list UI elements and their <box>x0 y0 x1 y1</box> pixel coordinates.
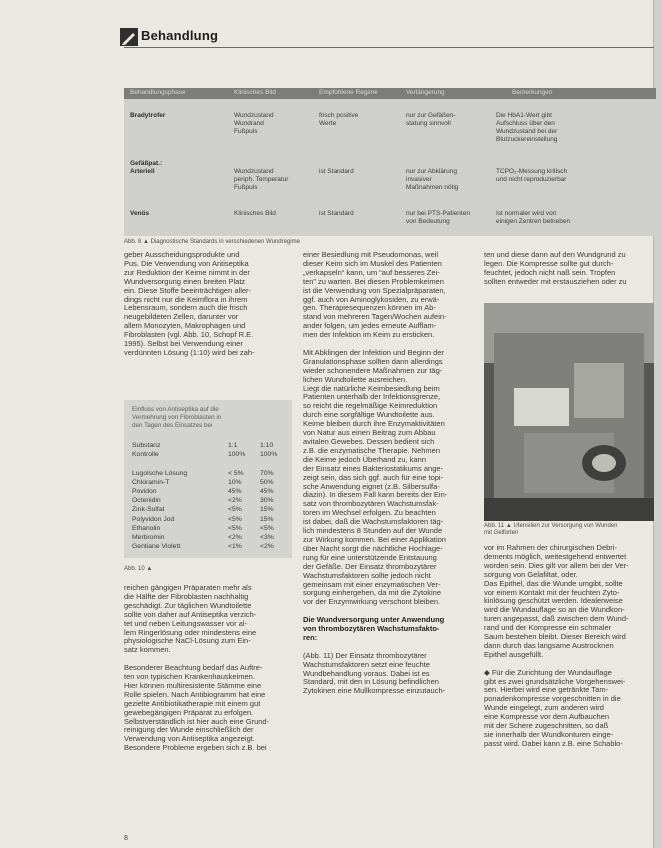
text-line: Verwendung von Antiseptika angezeigt. <box>124 734 255 744</box>
table-header-cell: Behandlungsphase <box>130 89 186 96</box>
text-line: diazin). In diesem Fall kann bereits der Ein- <box>303 490 448 500</box>
text-line: gewebegängigen Präparat zu erfolgen. <box>124 707 254 717</box>
text-line: geschädigt. Zur täglichen Wundtoilette <box>124 600 252 610</box>
box-row <box>132 506 292 514</box>
text-line: die Hälfte der Fibroblasten nachhaltig <box>124 591 249 601</box>
box-cell-name: Merbromin <box>132 534 165 541</box>
text-line: ist dabei, daß die Wachstumsfaktoren täg- <box>303 517 444 527</box>
text-line: worden sein. Dies gilt vor allem bei der Ver- <box>484 560 629 570</box>
table-cell-regime: ist Standard <box>319 210 354 217</box>
text-line: sie innerhalb der Wundkonturen einge- <box>484 730 614 740</box>
text-line: Wachstumsfaktoren setzt eine feuchte <box>303 659 430 669</box>
table-cell-bem: Ist normaler wird von einigen Zentren betrieben <box>496 210 571 225</box>
box-cell-a: <2% <box>228 497 242 505</box>
text-line: verdünnten Lösung (1:10) wird bei zah- <box>124 347 255 357</box>
text-line: ten” zu warten. Bei diesen Problemkeimen <box>303 276 444 286</box>
text-line: „verkapseln“ kann, um “auf besseres Zei- <box>303 267 440 277</box>
table-cell-verl: nur zur Gefäßen- statung sinnvoll <box>406 112 456 127</box>
table-header-cell: Verlängerung <box>406 89 445 96</box>
box-row <box>132 488 292 496</box>
box-row <box>132 525 292 533</box>
text-line: gen. Therapiesequenzen können im Ab- <box>303 303 436 313</box>
box-cell-a: <5% <box>228 506 242 514</box>
text-line: ggf. auch von Aminoglykosiden, zu erwä- <box>303 294 440 304</box>
box-cell-b: 45% <box>260 488 274 495</box>
text-line: vor der Enzymwirkung verschont bleiben. <box>303 597 441 607</box>
text-line: (Abb. 11) Der Einsatz thrombozytärer <box>303 650 427 660</box>
text-line: ren: <box>303 632 318 642</box>
text-line: über Nacht sorgt die nächtliche Hochlage- <box>303 543 443 553</box>
box-cell-b: 50% <box>260 478 274 486</box>
box-cell-b: 100% <box>260 451 278 459</box>
box-caption: Abb. 10 ▲ <box>124 566 153 572</box>
box-cell-b: <3% <box>260 534 274 541</box>
text-line: mit der Schere zugeschnitten, so daß <box>484 721 609 731</box>
box-cell-a: <5% <box>228 524 242 532</box>
text-line: dings nicht nur die Keimflora in ihrem <box>124 294 248 304</box>
text-line: dements möglich, weitestgehend entwertet <box>484 551 627 561</box>
text-line: Besondere Probleme ergeben sich z.B. bei <box>124 743 267 753</box>
text-line: Selbstverständlich ist hier auch eine Grund- <box>124 716 270 726</box>
box-cell-a: 45% <box>228 488 242 495</box>
text-line: vor einem Kontakt mit der feuchten Zyto- <box>484 587 620 597</box>
text-line: die Keime jedoch Überhand zu, kann <box>303 454 426 464</box>
text-line: geber Ausscheidungsprodukte und <box>124 250 240 259</box>
table-cell-verl: nur zur Abklärung invasiver Maßnahmen nötig <box>406 168 459 191</box>
text-line: feuchtet, jedoch nicht naß sein. Tropfen <box>484 267 616 277</box>
text-line: sollten entweder mit erstausziehen oder zu <box>484 276 627 286</box>
box-row <box>132 543 292 551</box>
text-line: dann durch das langsame Austrocknen <box>484 640 614 650</box>
text-line: kinlösung geschützt werden. Idealerweise <box>484 596 623 606</box>
text-line: Standard, mit den in Lösung befindlichen <box>303 677 439 687</box>
text-column-middle <box>303 251 475 696</box>
text-line: durch eine sorgfältige Wundtoilette aus. <box>303 410 435 420</box>
text-line: Saum bestehen bleibt. Dieser Bereich wird <box>484 632 626 642</box>
box-cell-b: <5% <box>260 524 274 532</box>
table-cell-bem: TCPO₂-Messung kritisch und nicht reproduzierbar <box>496 168 568 183</box>
text-line: Lebensraum, sondern auch die frisch <box>124 303 248 313</box>
text-line: zur Wirkung kommen. Bei einer Applikation <box>303 534 446 544</box>
text-column-left-top <box>124 251 292 358</box>
box-cell-b: <2% <box>260 543 274 551</box>
box-cell-b: 70% <box>260 469 274 477</box>
text-line: von thrombozytären Wachstumsfakto- <box>303 624 440 634</box>
table-caption: Abb. 8 ▲ Diagnostische Standards in verschiedenen Wundregime <box>124 239 300 245</box>
table-cell-regime: frisch positive Werte <box>319 112 359 127</box>
table-cell-bem: Die HbA1-Wert gibt Aufschluss über den Wundzustand bei der Blutzuckereinstellung <box>496 112 558 143</box>
text-line: Zytokinen eine Mullkompresse einzutauch- <box>303 686 446 696</box>
text-line: Besonderer Beachtung bedarf das Auftre- <box>124 663 263 673</box>
box-cell-name: Povidon <box>132 488 157 495</box>
text-line: Wunde eingelegt, zum anderen wird <box>484 703 604 713</box>
text-line: Wundbehandlung voraus. Dabei ist es <box>303 668 430 678</box>
text-line: ein. Diese Stoffe beeinträchtigen aller- <box>124 285 252 295</box>
text-line: rand und der Kompresse ein schmaler <box>484 623 612 633</box>
text-line: dieser Keim sich im Muskel des Patienten <box>303 258 442 268</box>
text-line: turen angepasst, daß zwischen dem Wund- <box>484 614 629 624</box>
antiseptics-box <box>124 400 292 558</box>
text-line: sen. Hierbei wird eine getränkte Tam- <box>484 685 609 695</box>
box-cell-a: <1% <box>228 543 242 551</box>
text-line: sorgung von Gelafiltat, oder. <box>484 569 578 579</box>
text-column-left-bottom <box>124 584 292 753</box>
header-rule <box>124 47 654 48</box>
text-column-right-bottom <box>484 544 656 749</box>
text-line: z.B. die enzymatische Therapie. Nehmen <box>303 445 441 455</box>
text-line: Das Epithel, das die Wunde umgibt, sollte <box>484 578 623 588</box>
text-line: lichen Wundtoilette ausreichen. <box>303 374 408 384</box>
box-cell-a: 10% <box>228 478 242 486</box>
text-line: gezielte Antibiotikatherapie mit einem gut <box>124 698 261 708</box>
text-line: satz kommen. <box>124 645 171 655</box>
text-line: wieder schonendere Maßnahmen zur täg- <box>303 365 443 375</box>
text-line: tet und neben Leitungswasser vor al- <box>124 618 247 628</box>
text-line: ◆ Für die Zurichtung der Wundauflage <box>484 667 612 677</box>
table-cell-bild: Wundzustand periph. Temperatur Fußpuls <box>234 168 289 191</box>
text-line: eine Kompresse vor dem Aufbauchen <box>484 712 610 722</box>
table-cell-verl: nur bei PTS-Patienten von Bedeutung <box>406 210 470 225</box>
text-line: so reicht die regelmäßige Keimreduktion <box>303 401 438 411</box>
diagnostic-table <box>124 88 656 236</box>
text-line: physiologische NaCl-Lösung zum Ein- <box>124 636 251 646</box>
text-line: zur Reduktion der Keime nimmt in der <box>124 267 250 277</box>
box-row <box>132 479 292 487</box>
box-cell-name: Kontrolle <box>132 451 159 459</box>
table-cell-phase: Venös <box>130 210 150 217</box>
box-cell-name: Lugolsche Lösung <box>132 469 188 477</box>
box-cell-a: 100% <box>228 451 246 459</box>
pen-icon <box>120 28 138 46</box>
photo-caption: Abb. 11 ▲ Utensilien zur Versorgung von Wunden mit Gelforten <box>484 523 618 536</box>
text-line: Liegt die natürliche Keimbesiedlung beim <box>303 383 440 393</box>
box-row <box>132 451 292 459</box>
text-line: einer Besiedlung mit Pseudomonas, weil <box>303 250 439 259</box>
text-line: sollte von daher auf Antiseptika verzich- <box>124 609 257 619</box>
box-cell-b: 15% <box>260 515 274 523</box>
box-cell-a: <5% <box>228 515 242 523</box>
box-cell-a: 1:1 <box>228 442 238 449</box>
box-cell-b: 15% <box>260 506 274 514</box>
wound-supplies-photo <box>484 303 654 521</box>
text-line: legen. Die Kompresse sollte gut durch- <box>484 258 614 268</box>
table-cell-phase: Gefäßpat.: Arteriell <box>130 160 163 175</box>
text-line: avitalen Gewebes. Dessen bedient sich <box>303 437 435 447</box>
text-line: passt wird. Dabei kann z.B. eine Schablo- <box>484 738 623 748</box>
box-row <box>132 516 292 524</box>
text-line: wird die Wundauflage so an die Wundkon- <box>484 605 625 615</box>
text-line: Fibroblasten (vgl. Abb. 10, Schopf R.E. <box>124 330 254 340</box>
text-line: Pus. Die Verwendung von Antiseptika <box>124 258 249 268</box>
table-header-cell: Empfohlene Regime <box>319 89 378 96</box>
text-line: rung für eine unterstützende Entstauung <box>303 552 437 562</box>
text-line: satz von thrombozytären Wachstumsfak- <box>303 499 439 509</box>
box-cell-name: Chloramin-T <box>132 478 170 486</box>
text-line: Patienten unterhalb der Infektionsgrenze, <box>303 392 441 402</box>
text-line: ten von typischen Krankenhauskeimen. <box>124 672 255 682</box>
box-cell-name: Gentiane Violett <box>132 543 181 551</box>
text-line: Wundversorgung einen breiten Platz <box>124 276 246 286</box>
box-cell-a: < 5% <box>228 469 244 477</box>
table-cell-phase: Bradytrofer <box>130 112 166 119</box>
text-column-right-top <box>484 251 656 287</box>
text-line: men der Infektion im Keim zu ersticken. <box>303 330 435 340</box>
text-line: Epithel ausgefüllt. <box>484 649 544 659</box>
table-cell-bild: Klinisches Bild <box>234 210 276 217</box>
box-row <box>132 442 292 450</box>
box-row <box>132 470 292 478</box>
box-cell-name: Substanz <box>132 442 161 449</box>
box-row <box>132 497 292 505</box>
box-cell-name: Ethanolin <box>132 524 161 532</box>
box-cell-name: Polyvidon Jod <box>132 515 175 523</box>
text-line: Wachstumsfaktoren sollte jedoch nicht <box>303 570 431 580</box>
text-line: ander folgen, um jedes erneute Aufflam- <box>303 321 437 331</box>
text-line: gibt es zwei grundsätzliche Vorgehenswei- <box>484 676 626 686</box>
table-header-cell: Klinisches Bild <box>234 89 276 96</box>
text-line: Hier können multiresistente Stämme eine <box>124 680 262 690</box>
text-line: Keime bleiben durch ihre Enzymaktivitäten <box>303 419 445 429</box>
text-line: Rolle spielen. Nach Antibiogramm hat eine <box>124 689 266 699</box>
text-line: neugebildeten Zellen, darunter vor <box>124 312 239 322</box>
text-line: gemeinsam mit einer enzymatischen Ver- <box>303 579 441 589</box>
text-line: der Gefäße. Der Einsatz thrombozytärer <box>303 561 437 571</box>
text-line: lich mindestens 8 Stunden auf der Wunde <box>303 526 443 536</box>
box-title: Einfluss von Antiseptika auf die Vermehrung von Fibroblasten in den Tagen des Einsatzes bei <box>132 406 222 429</box>
text-line: ponadenkompresse vorgeschnitten in die <box>484 694 621 704</box>
table-header-row <box>124 88 656 99</box>
text-line: reichen gängigen Präparaten mehr als <box>124 583 252 592</box>
table-cell-regime: ist Standard <box>319 168 354 175</box>
box-cell-name: Octenidin <box>132 497 161 505</box>
text-line: der Einsatz eines Bakteriostatikums ange- <box>303 463 444 473</box>
text-line: sche Anwendung eignet (z.B. Silbersulfa- <box>303 481 440 491</box>
text-line: Die Wundversorgung unter Anwendung <box>303 615 445 625</box>
text-line: ist die Verwendung von Spezialpräparaten, <box>303 285 446 295</box>
text-line: sorgung einhergehen, da mit die Zytokine <box>303 588 442 598</box>
text-line: reinigung der Wunde einschließlich der <box>124 725 254 735</box>
text-line: von Natur aus einen Beitrag zum Abbau <box>303 428 436 438</box>
page-number: 8 <box>124 835 128 842</box>
box-cell-b: 1:10 <box>260 442 274 449</box>
text-line: ten und diese dann auf den Wundgrund zu <box>484 250 626 259</box>
box-cell-a: <2% <box>228 534 242 541</box>
table-cell-bild: Wundzustand Wundrand Fußpuls <box>234 112 274 135</box>
text-line: 1995). Selbst bei Verwendung einer <box>124 339 243 349</box>
text-line: stand von mehreren Tagen/Wochen aufein- <box>303 312 447 322</box>
box-cell-name: Zink-Sulfat <box>132 506 165 514</box>
section-title: Behandlung <box>141 28 219 43</box>
text-line: vor im Rahmen der chirurgischen Debri- <box>484 543 617 552</box>
box-row <box>132 534 292 542</box>
text-line: allem Monozyten, Makrophagen und <box>124 321 246 331</box>
text-line: Granulationsphase sollten dann allerdings <box>303 356 443 366</box>
text-line: Mit Abklingen der Infektion und Beginn der <box>303 347 444 357</box>
table-header-cell: Bemerkungen <box>512 89 553 96</box>
text-line: zeigt sein, das sich ggf. auch für eine topi- <box>303 472 444 482</box>
box-cell-b: 30% <box>260 497 274 505</box>
text-line: lem Ringerlösung oder mindestens eine <box>124 627 257 637</box>
text-line: toren im Wechsel erfolgen. Zu beachten <box>303 508 436 518</box>
